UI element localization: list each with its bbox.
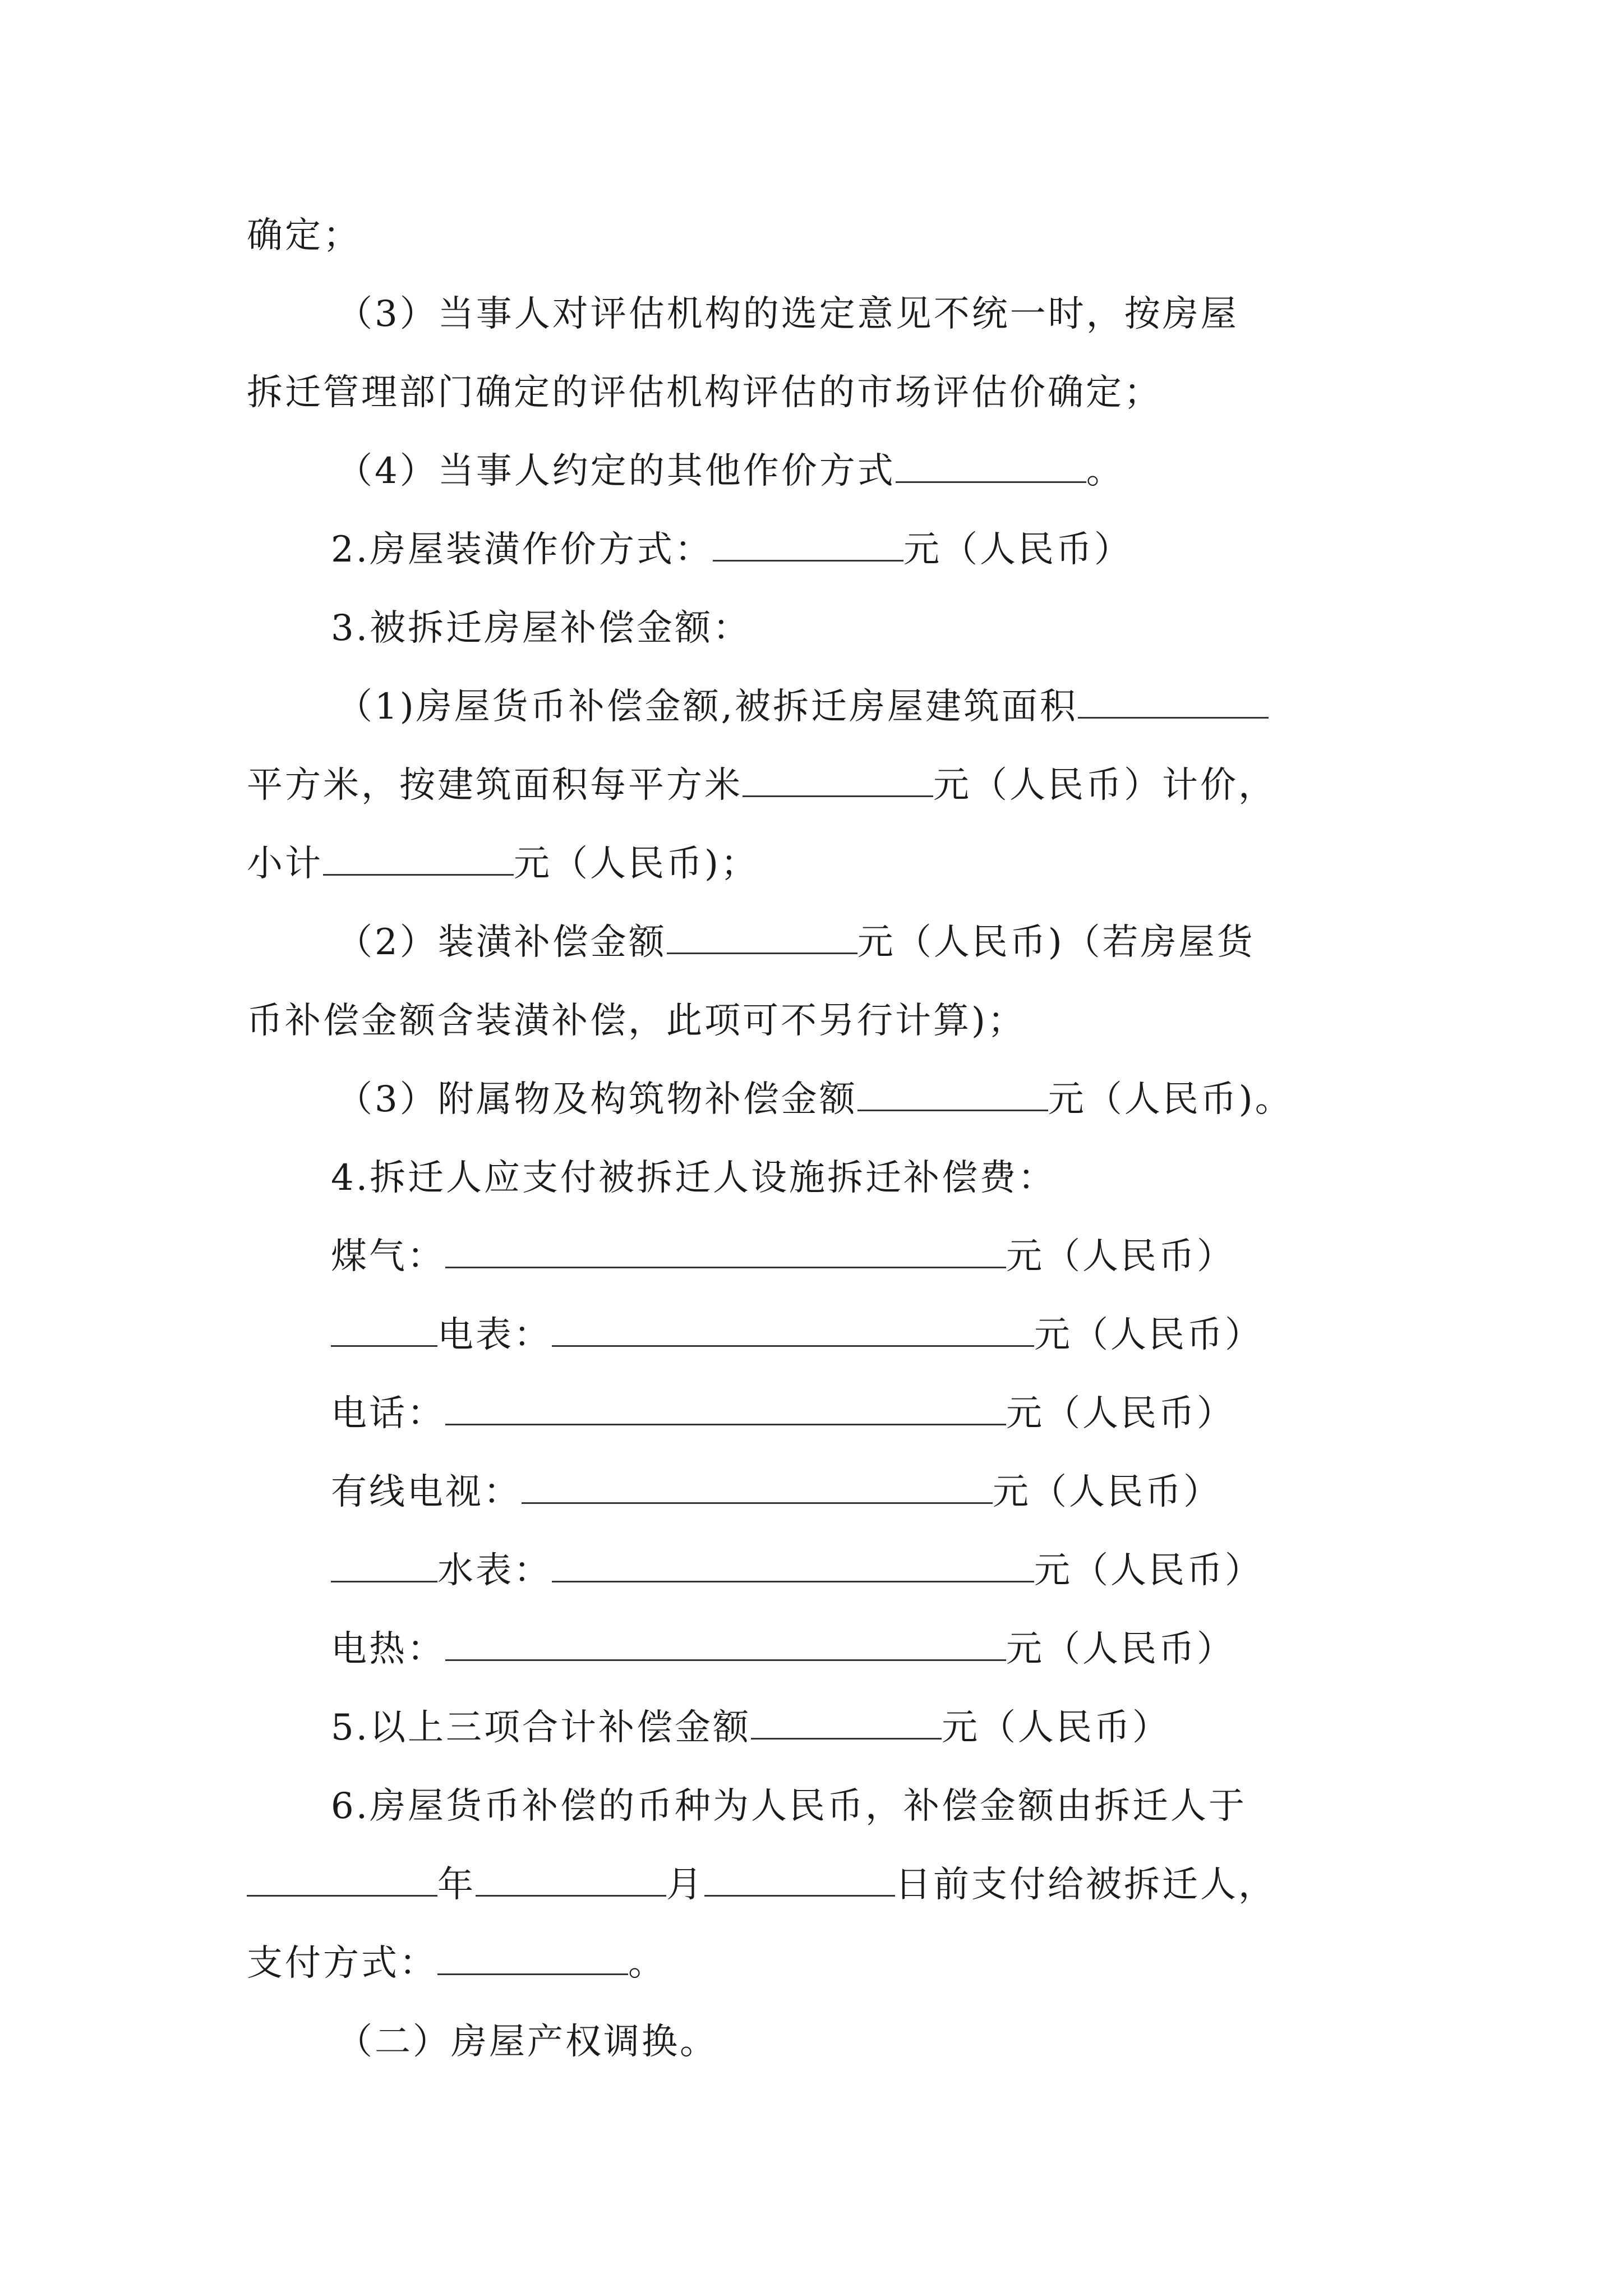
text-line-20 [331,1705,1170,1750]
text-line-24 [336,2019,718,2064]
line-16-text: 电话： [331,1393,445,1434]
line-24-text: （二）房屋产权调换。 [336,2021,718,2063]
fill-blank[interactable] [704,1864,895,1897]
text-line-12 [336,1077,1293,1122]
line-23-suffix: 。 [628,1943,666,1984]
text-line-21 [331,1784,1247,1829]
fill-blank[interactable] [331,1314,437,1347]
fill-blank[interactable] [445,1628,1006,1661]
line-10-suffix: 元（人民币)（若房屋货 [857,922,1255,963]
line-2-text: （3）当事人对评估机构的选定意见不统一时，按房屋 [336,293,1239,335]
fill-blank[interactable] [331,1549,437,1582]
text-line-5 [331,527,1132,572]
line-19-text: 电热： [331,1628,445,1670]
line-18-suffix: 元（人民币） [1034,1550,1263,1591]
line-8-suffix: 元（人民币）计价， [933,765,1276,806]
line-9-suffix: 元（人民币)； [514,843,759,885]
line-9-text: 小计 [247,843,323,885]
line-11-text: 币补偿金额含装潢补偿，此项可不另行计算)； [247,1000,1026,1042]
fill-blank[interactable] [437,1942,628,1975]
line-23-text: 支付方式： [247,1943,437,1984]
line-17-suffix: 元（人民币） [993,1471,1221,1513]
line-14-suffix: 元（人民币） [1006,1236,1235,1277]
line-5-text: 2.房屋装潢作价方式： [331,529,713,570]
fill-blank[interactable] [713,528,903,562]
line-15-text: 电表： [437,1314,552,1356]
line-12-suffix: 元（人民币)。 [1048,1079,1293,1120]
fill-blank[interactable] [751,1706,942,1740]
line-21-text: 6.房屋货币补偿的币种为人民币，补偿金额由拆迁人于 [331,1786,1247,1827]
fill-blank[interactable] [522,1471,993,1504]
fill-blank[interactable] [476,1864,666,1897]
line-5-suffix: 元（人民币） [903,529,1133,570]
text-line-15 [331,1313,1263,1358]
line-14-text: 煤气： [331,1236,445,1277]
fill-blank[interactable] [1078,685,1269,719]
line-20-text: 5.以上三项合计补偿金额 [331,1707,751,1749]
text-line-11 [247,999,1026,1043]
text-line-16 [331,1391,1235,1436]
line-3-text: 拆迁管理部门确定的评估机构评估的市场评估价确定； [247,372,1162,413]
fill-blank[interactable] [247,1864,437,1897]
text-line-4 [336,449,1124,494]
fill-blank[interactable] [323,843,514,876]
line-22-month: 月 [666,1864,704,1906]
text-line-2 [336,292,1239,337]
text-line-1 [247,213,361,258]
fill-blank[interactable] [552,1549,1034,1582]
text-line-14 [331,1234,1235,1279]
text-line-22 [247,1862,1276,1907]
line-6-text: 3.被拆迁房屋补偿金额： [331,608,751,649]
line-7-text: （1)房屋货币补偿金额,被拆迁房屋建筑面积 [336,686,1078,728]
text-line-23 [247,1941,666,1986]
text-line-13 [331,1156,1056,1200]
line-18-text: 水表： [437,1550,552,1591]
line-16-suffix: 元（人民币） [1006,1393,1235,1434]
text-line-18 [331,1548,1263,1593]
line-12-text: （3）附属物及构筑物补偿金额 [336,1079,857,1120]
text-line-6 [331,606,751,651]
line-22-year: 年 [437,1864,476,1906]
text-line-8 [247,763,1276,808]
line-10-text: （2）装潢补偿金额 [336,922,667,963]
text-line-19 [331,1627,1235,1672]
line-13-text: 4.拆迁人应支付被拆迁人设施拆迁补偿费： [331,1157,1057,1199]
fill-blank[interactable] [667,921,857,954]
line-19-suffix: 元（人民币） [1006,1628,1235,1670]
fill-blank[interactable] [743,764,933,797]
line-17-text: 有线电视： [331,1471,522,1513]
line-22-text: 日前支付给被拆迁人， [895,1864,1276,1906]
text-line-17 [331,1470,1221,1515]
fill-blank[interactable] [857,1078,1048,1111]
line-4-text: （4）当事人约定的其他作价方式 [336,450,896,492]
fill-blank[interactable] [552,1314,1034,1347]
text-line-9 [247,841,759,886]
text-line-7 [336,684,1269,729]
fill-blank[interactable] [445,1392,1006,1425]
line-8-text: 平方米，按建筑面积每平方米 [247,765,743,806]
text-line-10 [336,920,1255,965]
line-1-text: 确定； [247,215,361,256]
line-4-suffix: 。 [1086,450,1124,492]
line-20-suffix: 元（人民币） [942,1707,1171,1749]
line-15-suffix: 元（人民币） [1034,1314,1263,1356]
text-line-3 [247,370,1162,415]
fill-blank[interactable] [445,1235,1006,1268]
fill-blank[interactable] [896,450,1086,483]
